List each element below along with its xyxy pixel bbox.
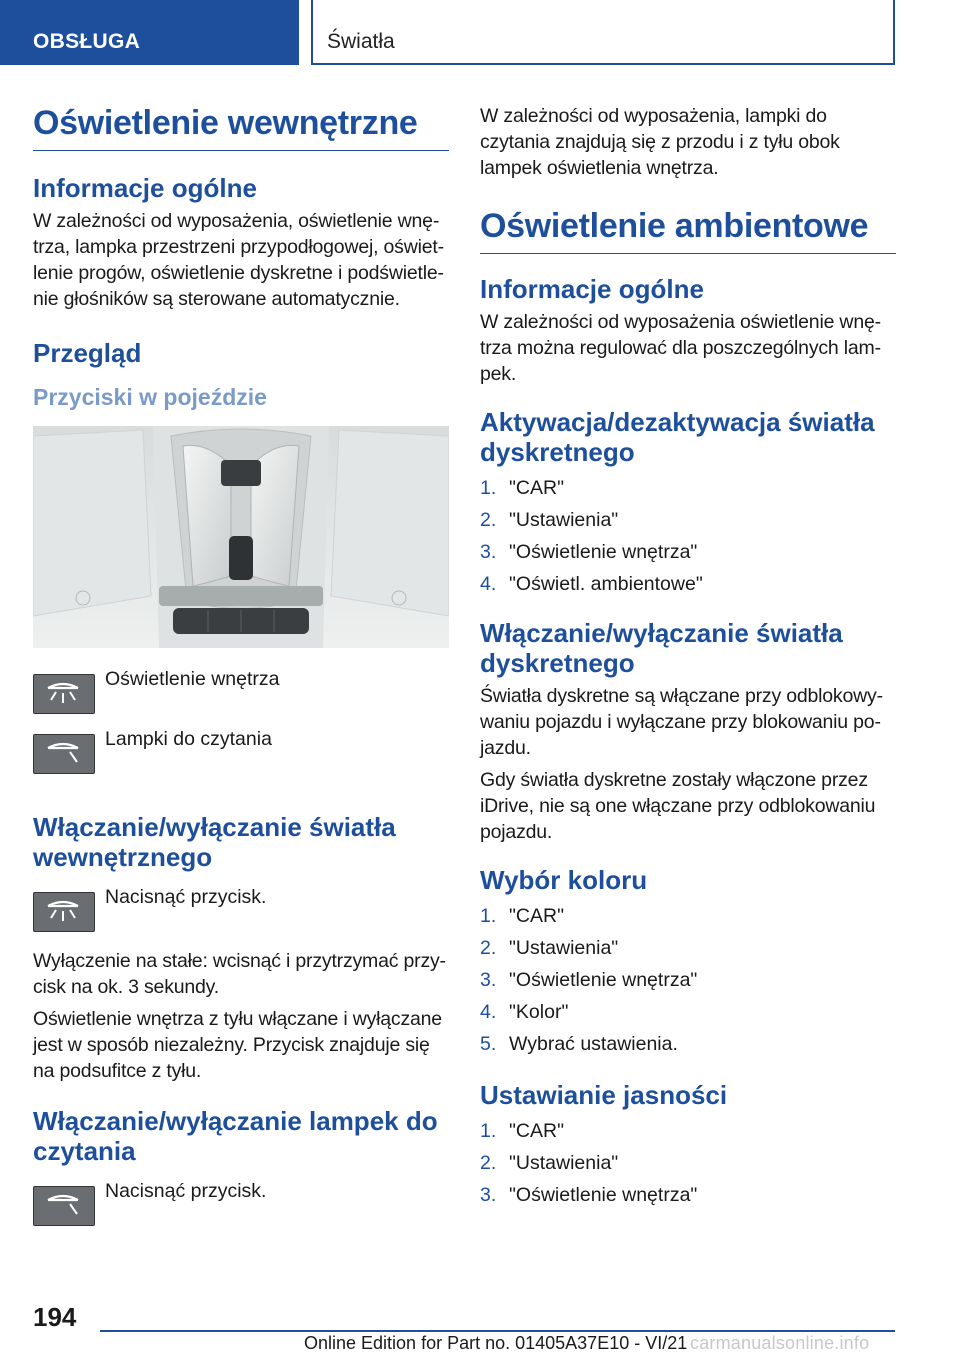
interior-lighting-heading: Oświetlenie wewnętrzne — [33, 100, 449, 151]
header-chapter-box — [311, 0, 895, 65]
color-steps-list — [480, 900, 896, 1060]
reading-press-row — [33, 1178, 449, 1238]
reading-press-text: Nacisnąć przycisk. — [105, 1180, 267, 1202]
interior-light-label: Oświetlenie wnętrza — [105, 668, 280, 690]
interior-light-icon-row — [33, 666, 449, 726]
header-section-tab — [0, 0, 299, 65]
ambient-lighting-heading: Oświetlenie ambientowe — [480, 203, 896, 254]
buttons-subheading: Przyciski w pojeździe — [33, 384, 267, 410]
left-column — [33, 100, 449, 1238]
watermark-text: carmanualsonline.info — [690, 1333, 870, 1353]
page-number: 194 — [33, 1302, 77, 1332]
header-section-label: OBSŁUGA — [33, 30, 141, 53]
color-selection-heading: Wybór koloru — [480, 865, 648, 895]
list-item: 2. "Ustawienia" — [480, 937, 619, 959]
footer-divider — [100, 1330, 895, 1332]
ambient-onoff-text-2: Gdy światła dyskretne zostały włączone przez iDrive, nie są one włączane przy odblokowaniu pojazdu. — [480, 769, 876, 843]
ambient-general-heading: Informacje ogólne — [480, 274, 704, 304]
general-info-text: W zależności od wyposażenia, oświetlenie wnętrza, lampka przestrzeni przypodłogowej, oświetlenie progów, oświetlenie dyskretne i podświetlenie głośników są sterowane automatycznie. — [33, 210, 445, 310]
ambient-general-text: W zależności od wyposażenia oświetlenie wnętrza można regulować dla poszczególnych lampek. — [480, 311, 882, 385]
reading-light-icon — [33, 1186, 95, 1226]
brightness-heading: Ustawianie jasności — [480, 1080, 728, 1110]
reading-onoff-heading: Włączanie/wyłączanie lampek do czytania — [33, 1106, 438, 1166]
interior-light-icon — [33, 674, 95, 714]
list-item: 4. "Kolor" — [480, 1001, 569, 1023]
interior-press-row — [33, 884, 449, 944]
interior-rear-text: Oświetlenie wnętrza z tyłu włączane i wyłączane jest w sposób niezależny. Przycisk znajduje się na podsufitce z tyłu. — [33, 1008, 442, 1082]
overview-heading: Przegląd — [33, 338, 142, 368]
list-item: 1. "CAR" — [480, 905, 565, 927]
ambient-onoff-heading: Włączanie/wyłączanie światła dyskretnego — [480, 618, 843, 678]
edition-text: Online Edition for Part no. 01405A37E10 - VI/21 — [304, 1333, 688, 1353]
reading-light-label: Lampki do czytania — [105, 728, 272, 750]
header-chapter-label: Światła — [327, 30, 395, 53]
reading-light-icon-row — [33, 726, 449, 786]
activation-steps-list — [480, 472, 896, 600]
general-info-heading: Informacje ogólne — [33, 173, 257, 203]
interior-light-icon — [33, 892, 95, 932]
right-column — [480, 103, 896, 1211]
list-item: 3. "Oświetlenie wnętrza" — [480, 1184, 698, 1206]
list-item: 1. "CAR" — [480, 1120, 565, 1142]
list-item: 5. Wybrać ustawienia. — [480, 1033, 678, 1055]
headliner-controls-photo — [33, 426, 449, 648]
ambient-onoff-text-1: Światła dyskretne są włączane przy odblokowywaniu pojazdu i wyłączane przy blokowaniu pojazdu. — [480, 685, 884, 759]
list-item: 4. "Oświetl. ambientowe" — [480, 573, 703, 595]
list-item: 3. "Oświetlenie wnętrza" — [480, 969, 698, 991]
list-item: 2. "Ustawienia" — [480, 1152, 619, 1174]
reading-lamps-intro-text: W zależności od wyposażenia, lampki do czytania znajdują się z przodu i z tyłu obok lampek oświetlenia wnętrza. — [480, 105, 840, 179]
interior-press-text: Nacisnąć przycisk. — [105, 886, 267, 908]
interior-permanent-off-text: Wyłączenie na stałe: wcisnąć i przytrzymać przycisk na ok. 3 sekundy. — [33, 950, 447, 998]
list-item: 3. "Oświetlenie wnętrza" — [480, 541, 698, 563]
list-item: 1. "CAR" — [480, 477, 565, 499]
brightness-steps-list — [480, 1115, 896, 1211]
reading-light-icon — [33, 734, 95, 774]
interior-onoff-heading: Włączanie/wyłączanie światła wewnętrznego — [33, 812, 396, 872]
ambient-activation-heading: Aktywacja/dezaktywacja światła dyskretnego — [480, 407, 875, 467]
list-item: 2. "Ustawienia" — [480, 509, 619, 531]
